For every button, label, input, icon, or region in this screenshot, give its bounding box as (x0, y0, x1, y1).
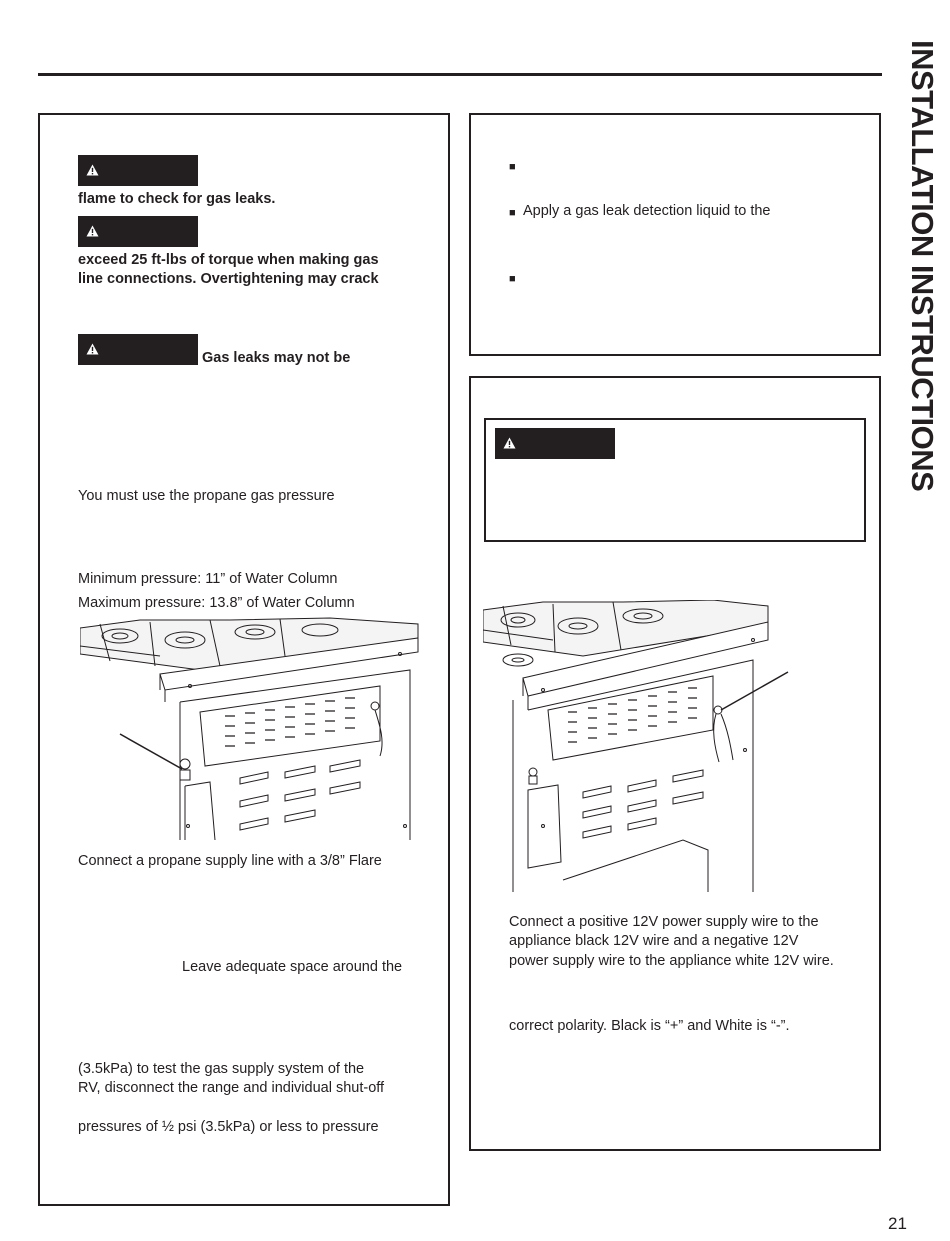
polarity-text: correct polarity. Black is “+” and White is “-”. (509, 1018, 790, 1034)
power-line-2: appliance black 12V wire and a negative 12V (509, 933, 799, 949)
warning-label (495, 428, 615, 459)
warning-triangle-icon (503, 437, 516, 449)
warning-triangle-icon (86, 343, 99, 355)
leak-detection-text: Apply a gas leak detection liquid to the (523, 203, 771, 219)
warning-2-line-2: line connections. Overtightening may crack (78, 271, 379, 287)
leak-test-panel (469, 113, 881, 356)
warning-3-text: Gas leaks may not be (202, 350, 351, 366)
range-gas-connection-illustration (80, 616, 420, 840)
leave-space-text: Leave adequate space around the (182, 959, 403, 975)
warning-1-text: flame to check for gas leaks. (78, 191, 276, 207)
range-power-connection-illustration (483, 600, 793, 892)
connect-supply-text: Connect a propane supply line with a 3/8” Flare (78, 853, 382, 869)
test-line-1: (3.5kPa) to test the gas supply system of the (78, 1061, 365, 1077)
side-title: INSTALLATION INSTRUCTIONS (905, 40, 940, 492)
top-rule (38, 73, 882, 76)
bullet-marker: ■ (509, 273, 516, 285)
warning-triangle-icon (86, 164, 99, 176)
pressure-intro: You must use the propane gas pressure (78, 488, 335, 504)
power-line-1: Connect a positive 12V power supply wire to the (509, 914, 819, 930)
test-line-3: pressures of ½ psi (3.5kPa) or less to pressure (78, 1119, 379, 1135)
test-line-2: RV, disconnect the range and individual shut-off (78, 1080, 385, 1096)
max-pressure: Maximum pressure: 13.8” of Water Column (78, 595, 355, 611)
warning-triangle-icon (86, 225, 99, 237)
warning-label (78, 216, 198, 247)
power-line-3: power supply wire to the appliance white 12V wire. (509, 953, 834, 969)
page-number: 21 (888, 1214, 907, 1233)
warning-label (78, 155, 198, 186)
min-pressure: Minimum pressure: 11” of Water Column (78, 571, 338, 587)
bullet-marker: ■ (509, 207, 516, 219)
warning-2-line-1: exceed 25 ft-lbs of torque when making gas (78, 252, 379, 268)
warning-label (78, 334, 198, 365)
bullet-marker: ■ (509, 161, 516, 173)
